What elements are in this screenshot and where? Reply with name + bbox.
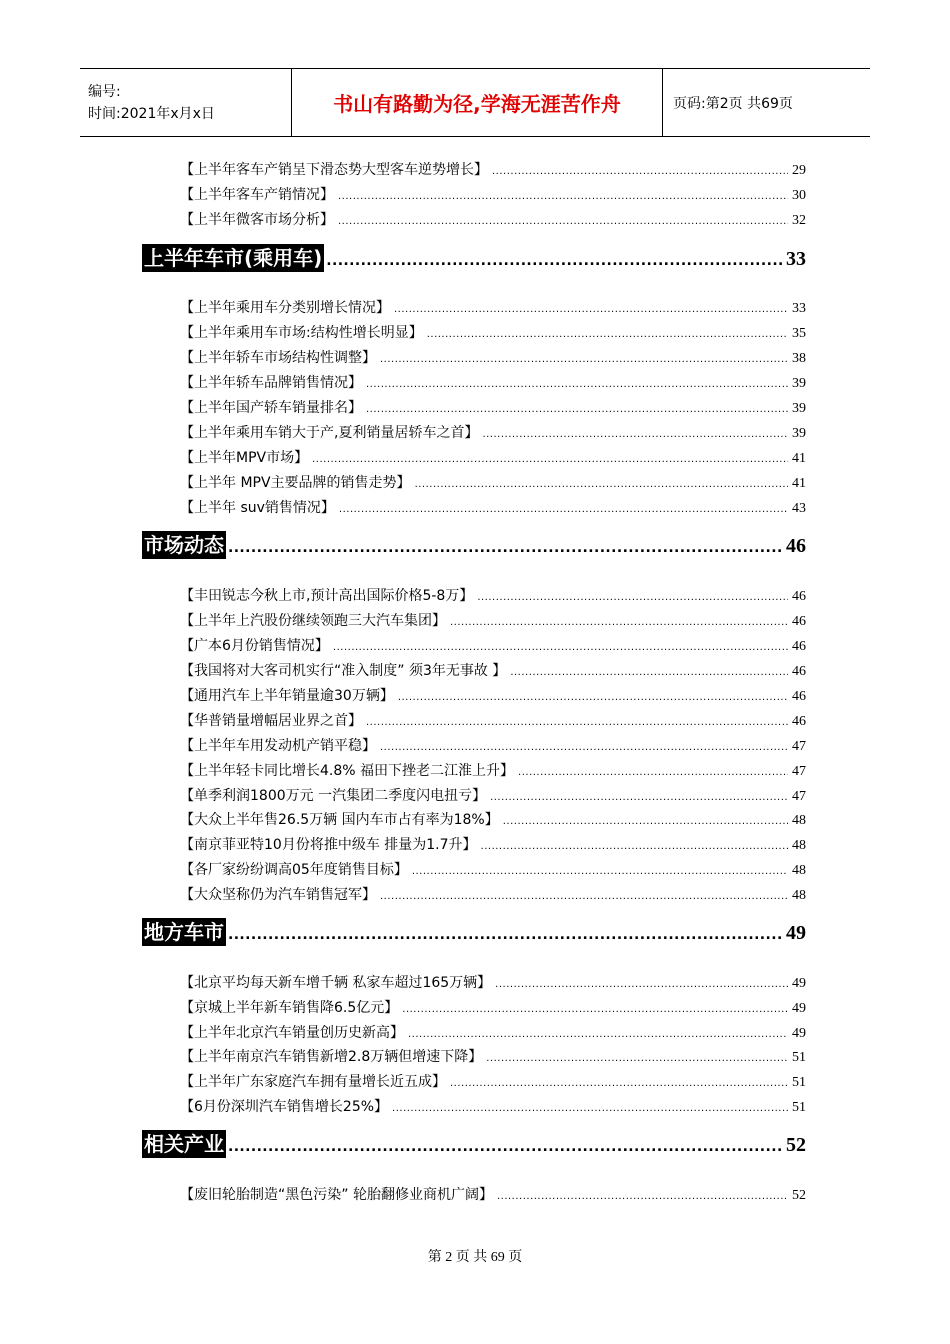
dot-leader — [326, 253, 784, 269]
toc-entry[interactable] — [180, 785, 806, 807]
toc-entry-page: 47 — [792, 789, 806, 804]
toc-entry-page: 41 — [792, 476, 806, 491]
toc-section-page: 46 — [786, 535, 806, 557]
toc-entry-page: 49 — [792, 1001, 806, 1016]
toc-entry-title: 【废旧轮胎制造“黑色污染” 轮胎翻修业商机广阔】 — [180, 1187, 493, 1203]
toc-entry[interactable] — [180, 635, 806, 657]
toc-entry-title: 【6月份深圳汽车销售增长25%】 — [180, 1099, 389, 1115]
toc-entry-title: 【通用汽车上半年销量逾30万辆】 — [180, 688, 394, 704]
dot-leader — [450, 612, 788, 634]
toc-entry-title: 【上半年车用发动机产销平稳】 — [180, 738, 376, 754]
toc-entry[interactable] — [180, 997, 806, 1019]
dot-leader — [366, 374, 788, 396]
toc-entry-page: 29 — [792, 163, 806, 178]
toc-entry[interactable] — [180, 972, 806, 994]
dot-leader — [495, 974, 788, 996]
toc-entry-page: 48 — [792, 863, 806, 878]
dot-leader — [492, 161, 788, 183]
toc-entry-title: 【上半年轿车品牌销售情况】 — [180, 375, 362, 391]
document-time-label: 时间:2021年x月x日 — [88, 105, 215, 122]
dot-leader — [392, 1098, 788, 1120]
toc-section-page: 52 — [786, 1134, 806, 1156]
page-footer: 第 2 页 共 69 页 — [427, 1250, 523, 1265]
toc-entry-page: 41 — [792, 451, 806, 466]
dot-leader — [408, 1024, 788, 1046]
header-meta — [80, 69, 292, 136]
dot-leader — [398, 687, 788, 709]
toc-section-page: 49 — [786, 922, 806, 944]
toc-entry-title: 【上半年北京汽车销量创历史新高】 — [180, 1025, 404, 1041]
toc-entry-page: 48 — [792, 838, 806, 853]
toc-entry-title: 【广本6月份销售情况】 — [180, 638, 329, 654]
dot-leader — [339, 499, 788, 521]
toc-entry-title: 【上半年乘用车市场:结构性增长明显】 — [180, 325, 423, 341]
toc-entry-page: 51 — [792, 1100, 806, 1115]
dot-leader — [450, 1073, 788, 1095]
dot-leader — [228, 1139, 784, 1155]
toc-entry-title: 【上半年乘用车销大于产,夏利销量居轿车之首】 — [180, 425, 479, 441]
dot-leader — [338, 211, 788, 233]
toc-entry-page: 46 — [792, 614, 806, 629]
toc-entry[interactable] — [180, 884, 806, 906]
header-motto: 书山有路勤为径,学海无涯苦作舟 — [292, 69, 663, 136]
dot-leader — [338, 186, 788, 208]
toc-entry-title: 【单季利润1800万元 一汽集团二季度闪电扭亏】 — [180, 788, 487, 804]
toc-section-title: 市场动态 — [144, 533, 224, 557]
toc-entry-title: 【上半年 suv销售情况】 — [180, 500, 335, 516]
toc-entry-title: 【上半年南京汽车销售新增2.8万辆但增速下降】 — [180, 1049, 483, 1065]
dot-leader — [518, 762, 788, 784]
toc-entry-page: 39 — [792, 401, 806, 416]
toc-entry[interactable] — [180, 422, 806, 444]
toc-entry[interactable] — [180, 685, 806, 707]
toc-entry[interactable] — [180, 1046, 806, 1068]
toc-entry[interactable] — [180, 209, 806, 231]
toc-entry[interactable] — [180, 809, 806, 831]
toc-section-heading[interactable] — [142, 531, 806, 561]
toc-section-heading[interactable] — [142, 1130, 806, 1160]
toc-entry-title: 【大众上半年售26.5万辆 国内车市占有率为18%】 — [180, 812, 499, 828]
toc-entry[interactable] — [180, 1096, 806, 1118]
toc-entry[interactable] — [180, 397, 806, 419]
toc-section-heading[interactable] — [142, 918, 806, 948]
toc-entry-title: 【上半年上汽股份继续领跑三大汽车集团】 — [180, 613, 446, 629]
toc-entry[interactable] — [180, 859, 806, 881]
toc-entry-title: 【上半年广东家庭汽车拥有量增长近五成】 — [180, 1074, 446, 1090]
toc-entry[interactable] — [180, 447, 806, 469]
toc-entry[interactable] — [180, 159, 806, 181]
toc-entry[interactable] — [180, 497, 806, 519]
dot-leader — [412, 861, 788, 883]
toc-entry-page: 46 — [792, 689, 806, 704]
toc-entry-title: 【上半年微客市场分析】 — [180, 212, 334, 228]
toc-entry-title: 【上半年轿车市场结构性调整】 — [180, 350, 376, 366]
toc-entry-title: 【京城上半年新车销售降6.5亿元】 — [180, 1000, 399, 1016]
dot-leader — [380, 886, 788, 908]
toc-entry[interactable] — [180, 760, 806, 782]
toc-entry-title: 【我国将对大客司机实行“准入制度” 须3年无事故 】 — [180, 663, 507, 679]
toc-entry-page: 38 — [792, 351, 806, 366]
dot-leader — [394, 299, 788, 321]
dot-leader — [481, 836, 788, 858]
toc-entry[interactable] — [180, 1071, 806, 1093]
toc-section-page: 33 — [786, 248, 806, 270]
dot-leader — [427, 324, 788, 346]
toc-section-title: 相关产业 — [144, 1132, 224, 1156]
toc-entry-title: 【丰田锐志今秋上市,预计高出国际价格5-8万】 — [180, 588, 474, 604]
dot-leader — [366, 399, 788, 421]
dot-leader — [490, 787, 788, 809]
toc-entry[interactable] — [180, 585, 806, 607]
toc-entry-page: 32 — [792, 213, 806, 228]
toc-entry[interactable] — [180, 1022, 806, 1044]
toc-entry-title: 【上半年轻卡同比增长4.8% 福田下挫老二江淮上升】 — [180, 763, 515, 779]
toc-entry[interactable] — [180, 710, 806, 732]
toc-entry[interactable] — [180, 297, 806, 319]
toc-entry[interactable] — [180, 347, 806, 369]
toc-entry-page: 35 — [792, 326, 806, 341]
toc-entry-page: 46 — [792, 664, 806, 679]
toc-section-title: 地方车市 — [144, 920, 224, 944]
toc-entry-title: 【上半年MPV市场】 — [180, 450, 309, 466]
toc-entry-page: 46 — [792, 639, 806, 654]
toc-entry-title: 【上半年 MPV主要品牌的销售走势】 — [180, 475, 411, 491]
toc-entry-page: 51 — [792, 1075, 806, 1090]
toc-entry-title: 【上半年乘用车分类别增长情况】 — [180, 300, 390, 316]
toc-entry-page: 52 — [792, 1188, 806, 1203]
dot-leader — [312, 449, 788, 471]
dot-leader — [510, 662, 788, 684]
toc-entry-title: 【北京平均每天新车增千辆 私家车超过165万辆】 — [180, 975, 492, 991]
toc-entry[interactable] — [180, 472, 806, 494]
toc-entry-page: 49 — [792, 976, 806, 991]
toc-entry[interactable] — [180, 735, 806, 757]
toc-entry-page: 30 — [792, 188, 806, 203]
dot-leader — [402, 999, 788, 1021]
toc-entry-page: 39 — [792, 376, 806, 391]
dot-leader — [228, 927, 784, 943]
dot-leader — [380, 737, 788, 759]
toc-entry-page: 47 — [792, 739, 806, 754]
toc-entry-title: 【上半年国产轿车销量排名】 — [180, 400, 362, 416]
toc-entry[interactable] — [180, 610, 806, 632]
document-number-label: 编号: — [88, 83, 121, 100]
toc-entry[interactable] — [180, 184, 806, 206]
dot-leader — [415, 474, 788, 496]
toc-entry-page: 39 — [792, 426, 806, 441]
toc-entry-page: 47 — [792, 764, 806, 779]
toc-entry-page: 43 — [792, 501, 806, 516]
dot-leader — [497, 1186, 788, 1208]
toc-entry[interactable] — [180, 372, 806, 394]
dot-leader — [486, 1048, 788, 1070]
toc-section-heading[interactable] — [142, 244, 806, 274]
toc-entry-title: 【上半年客车产销呈下滑态势大型客车逆势增长】 — [180, 162, 488, 178]
toc-entry-page: 48 — [792, 813, 806, 828]
toc-entry-page: 46 — [792, 714, 806, 729]
toc-entry-title: 【上半年客车产销情况】 — [180, 187, 334, 203]
dot-leader — [380, 349, 788, 371]
toc-entry[interactable] — [180, 660, 806, 682]
dot-leader — [482, 424, 788, 446]
toc-entry[interactable] — [180, 1184, 806, 1206]
dot-leader — [366, 712, 788, 734]
toc-entry[interactable] — [180, 322, 806, 344]
toc-entry-page: 48 — [792, 888, 806, 903]
toc-entry-title: 【南京菲亚特10月份将推中级车 排量为1.7升】 — [180, 837, 477, 853]
dot-leader — [228, 540, 784, 556]
header-page-info: 页码:第2页 共69页 — [673, 95, 793, 112]
toc-section-title: 上半年车市(乘用车) — [144, 246, 323, 270]
toc-entry-page: 33 — [792, 301, 806, 316]
dot-leader — [503, 811, 788, 833]
toc-entry-title: 【大众坚称仍为汽车销售冠军】 — [180, 887, 376, 903]
page-header — [80, 68, 870, 137]
toc-entry-title: 【各厂家纷纷调高05年度销售目标】 — [180, 862, 408, 878]
toc-entry-page: 49 — [792, 1026, 806, 1041]
toc-entry-page: 51 — [792, 1050, 806, 1065]
toc-entry[interactable] — [180, 834, 806, 856]
toc-entry-page: 46 — [792, 589, 806, 604]
dot-leader — [477, 587, 788, 609]
toc-entry-title: 【华普销量增幅居业界之首】 — [180, 713, 362, 729]
dot-leader — [333, 637, 788, 659]
